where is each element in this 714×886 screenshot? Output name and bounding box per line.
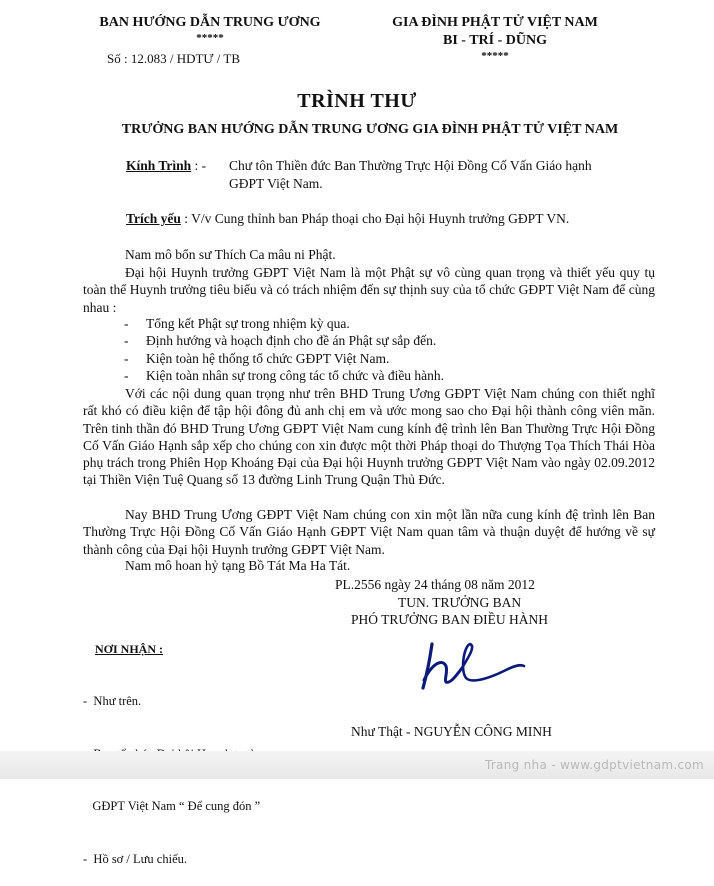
paragraph-3 <box>83 506 655 558</box>
signer-role-2: PHÓ TRƯỞNG BAN ĐIỀU HÀNH <box>351 612 548 627</box>
addressee-text-line2: GĐPT Việt Nam. <box>229 176 323 191</box>
signer-role-1: TUN. TRƯỞNG BAN <box>398 595 522 610</box>
greeting: Nam mô bổn sư Thích Ca mâu ni Phật. <box>125 247 336 262</box>
addressee-separator: : - <box>194 158 207 173</box>
recipients-label: NƠI NHẬN : <box>95 642 163 656</box>
addressee-text-line1: Chư tôn Thiền đức Ban Thường Trực Hội Đồng Cố Vấn Giáo hạnh <box>229 158 592 173</box>
signer-name: Như Thật - NGUYỄN CÔNG MINH <box>351 724 552 739</box>
subject-line <box>126 211 569 227</box>
list-item: - Hồ sơ / Lưu chiếu. <box>83 851 187 866</box>
document-subtitle: TRƯỞNG BAN HƯỚNG DẪN TRUNG ƯƠNG GIA ĐÌNH PHẬT TỬ VIỆT NAM <box>121 122 619 137</box>
list-item: - Tổng kết Phật sự trong nhiệm kỳ qua. <box>124 316 350 331</box>
addressee-label: Kính Trình <box>126 158 192 173</box>
website-watermark: Trang nha - www.gdptvietnam.com <box>484 758 704 772</box>
document-title: TRÌNH THƯ <box>297 90 417 112</box>
closing-line: Nam mô hoan hỷ tạng Bồ Tát Ma Ha Tát. <box>125 558 351 573</box>
subject-label: Trích yếu <box>126 211 181 226</box>
list-item: - Định hướng và hoạch định cho đề án Phật sự sắp đến. <box>124 333 437 349</box>
list-item: - Kiện toàn nhân sự trong công tác tổ chức và điều hành. <box>124 367 445 383</box>
document-number: Số : 12.083 / HDTƯ / TB <box>107 51 240 66</box>
paragraph-1-text: Đại hội Huynh trưởng GĐPT Việt Nam là một Phật sự vô cùng quan trọng và thiết yếu quy tụ toàn thể Huynh trưởng tiêu biểu và có trách nhiệm đến sự thịnh suy của tổ chức GĐPT Việt Nam để cùng nhau : <box>83 265 655 315</box>
list-item: - Kiện toàn hệ thống tổ chức GĐPT Việt Nam. <box>124 350 390 366</box>
organization-stars: ***** <box>481 50 509 62</box>
organization-motto: BI - TRÍ - DŨNG <box>443 33 547 48</box>
subject-text: : V/v Cung thỉnh ban Pháp thoại cho Đại hội Huynh trưởng GĐPT VN. <box>184 211 570 226</box>
paragraph-2-text: Với các nội dung quan trọng như trên BHD Trung Ương GĐPT Việt Nam chúng con thiết nghĩ rất khó có điều kiện để tập hội đông đủ anh chị em và ước mong sao cho Đại hội thành công viên mãn. Trên tinh thần đó BHD Trung Ương GĐPT Việt Nam cung kính đệ trình lên Ban Thường Trực Hội Đồng Cố Vấn Giáo Hạnh sắp xếp cho chúng con xin được một thời Pháp thoại do Thượng Tọa Thích Thái Hòa phụ trách trong Phiên Họp Khoáng Đại của Đại hội Huynh trưởng GĐPT Việt Nam vào ngày 02.09.2012 tại Thiền Viện Tuệ Quang số 13 đường Linh Trung Quận Thủ Đức. <box>83 386 655 488</box>
task-list <box>124 315 444 384</box>
issuing-org: BAN HƯỚNG DẪN TRUNG ƯƠNG <box>99 15 321 30</box>
organization-name: GIA ĐÌNH PHẬT TỬ VIỆT NAM <box>392 15 598 30</box>
paragraph-1 <box>83 264 655 316</box>
handwritten-signature <box>410 636 530 696</box>
paragraph-3-text: Nay BHD Trung Ương GĐPT Việt Nam chúng con xin một lần nữa cung kính đệ trình lên Ban Thường Trực Hội Đồng Cố Vấn Giáo Hạnh GĐPT Việt Nam quan tâm và thuận duyệt để hướng về sự thành công của Đại hội Huynh trưởng GĐPT Việt Nam. <box>83 507 655 557</box>
addressee-block <box>126 158 206 174</box>
paragraph-2 <box>83 385 655 489</box>
list-item: - Như trên. <box>83 694 142 708</box>
issuing-org-stars: ***** <box>196 32 224 44</box>
document-date: PL.2556 ngày 24 tháng 08 năm 2012 <box>335 577 535 592</box>
list-item: GĐPT Việt Nam “ Để cung đón ” <box>83 799 261 813</box>
